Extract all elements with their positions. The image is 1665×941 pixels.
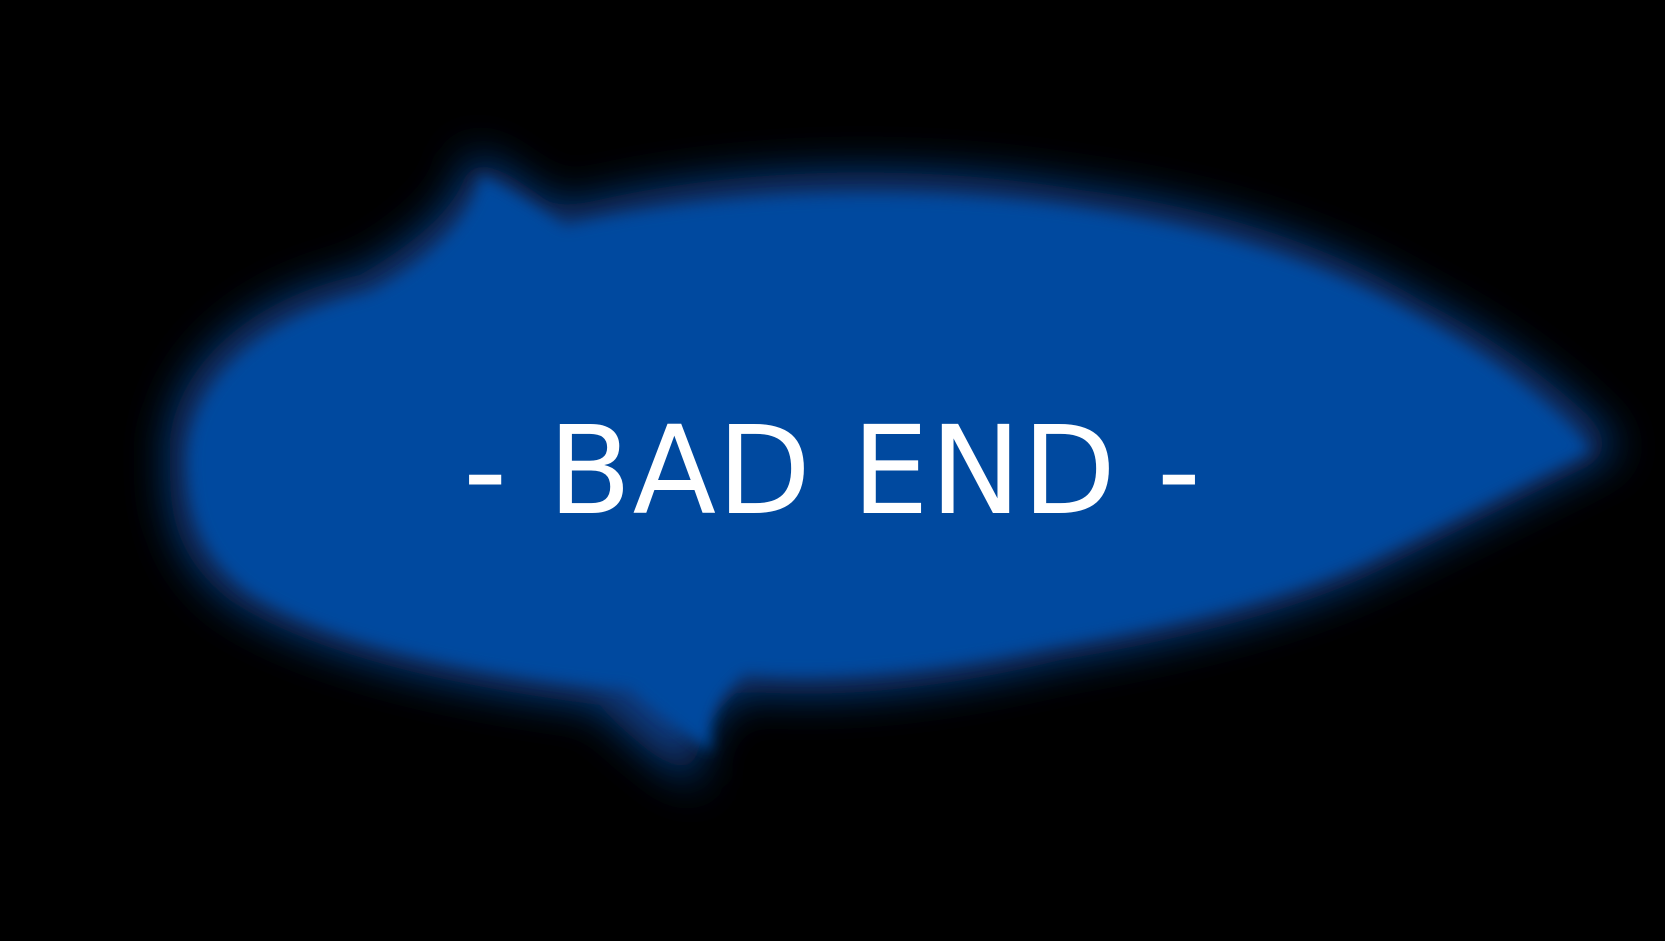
ending-title: - BAD END - (463, 400, 1202, 542)
